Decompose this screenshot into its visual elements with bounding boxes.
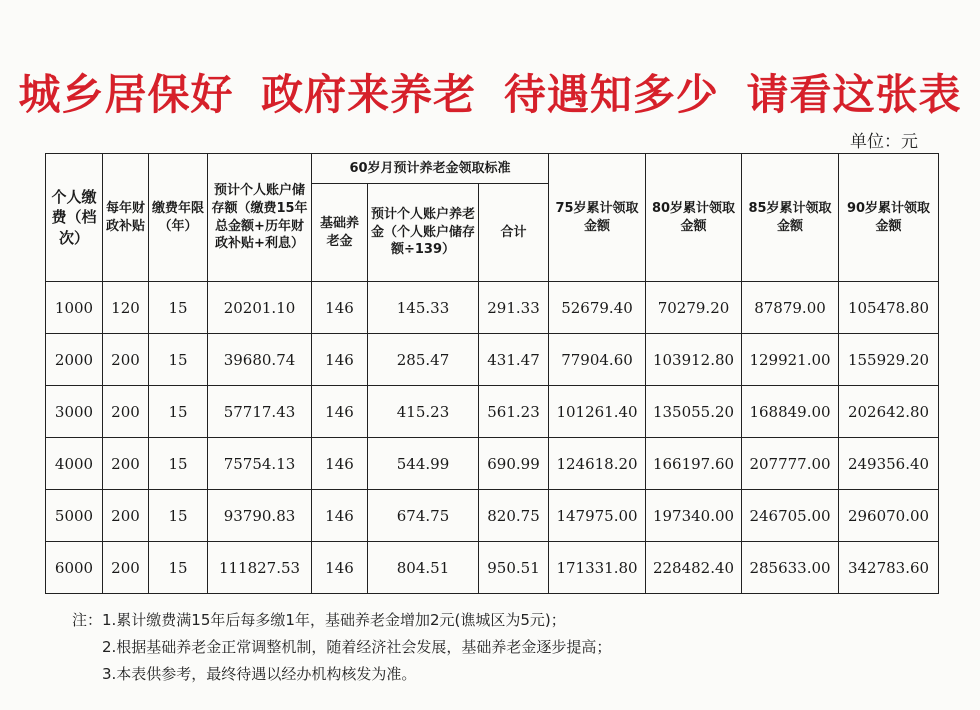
cell-age75: 124618.20 [549,438,646,490]
cell-contribution: 1000 [46,282,103,334]
cell-account-total: 20201.10 [208,282,312,334]
note-item: 1.累计缴费满15年后每多缴1年，基础养老金增加2元(谯城区为5元)； [102,611,566,629]
cell-account-total: 57717.43 [208,386,312,438]
notes-section [72,607,611,688]
cell-age85: 207777.00 [742,438,839,490]
cell-contribution: 2000 [46,334,103,386]
cell-contribution: 5000 [46,490,103,542]
table-row [46,386,939,438]
cell-contribution: 3000 [46,386,103,438]
pension-table [45,153,939,594]
cell-years: 15 [149,438,208,490]
cell-subsidy: 200 [103,438,149,490]
cell-age80: 166197.60 [646,438,742,490]
cell-account-total: 39680.74 [208,334,312,386]
cell-personal: 674.75 [368,490,479,542]
cell-subsidy: 200 [103,490,149,542]
cell-personal: 544.99 [368,438,479,490]
cell-age85: 246705.00 [742,490,839,542]
note-item: 3.本表供参考，最终待遇以经办机构核发为准。 [102,665,417,683]
cell-sum: 561.23 [479,386,549,438]
cell-age90: 155929.20 [839,334,939,386]
cell-age75: 171331.80 [549,542,646,594]
cell-years: 15 [149,334,208,386]
header-age75: 75岁累计领取金额 [549,154,646,282]
cell-sum: 431.47 [479,334,549,386]
cell-age90: 342783.60 [839,542,939,594]
cell-age75: 52679.40 [549,282,646,334]
cell-contribution: 6000 [46,542,103,594]
page-title [0,62,980,122]
cell-basic: 146 [312,334,368,386]
cell-subsidy: 120 [103,282,149,334]
cell-basic: 146 [312,490,368,542]
cell-age80: 228482.40 [646,542,742,594]
title-part-1: 城乡居保好 [18,70,234,119]
cell-basic: 146 [312,386,368,438]
table-row [46,438,939,490]
title-part-4: 请看这张表 [746,70,962,119]
cell-subsidy: 200 [103,334,149,386]
header-sum: 合计 [479,184,549,282]
table-row [46,542,939,594]
header-years: 缴费年限（年） [149,154,208,282]
cell-account-total: 93790.83 [208,490,312,542]
cell-personal: 145.33 [368,282,479,334]
header-age80: 80岁累计领取金额 [646,154,742,282]
cell-years: 15 [149,282,208,334]
title-part-3: 待遇知多少 [503,70,719,119]
cell-age90: 296070.00 [839,490,939,542]
cell-age85: 168849.00 [742,386,839,438]
cell-sum: 291.33 [479,282,549,334]
header-account-total: 预计个人账户储存额（缴费15年总金额+历年财政补贴+利息） [208,154,312,282]
header-basic: 基础养老金 [312,184,368,282]
table-row [46,490,939,542]
cell-sum: 820.75 [479,490,549,542]
header-age90: 90岁累计领取金额 [839,154,939,282]
cell-contribution: 4000 [46,438,103,490]
cell-years: 15 [149,490,208,542]
unit-label: 单位：元 [850,132,918,152]
cell-age85: 87879.00 [742,282,839,334]
cell-age80: 197340.00 [646,490,742,542]
cell-basic: 146 [312,282,368,334]
cell-age80: 70279.20 [646,282,742,334]
cell-age90: 105478.80 [839,282,939,334]
cell-personal: 804.51 [368,542,479,594]
cell-sum: 690.99 [479,438,549,490]
cell-age80: 103912.80 [646,334,742,386]
title-part-2: 政府来养老 [261,70,477,119]
header-age85: 85岁累计领取金额 [742,154,839,282]
table-row [46,334,939,386]
cell-age80: 135055.20 [646,386,742,438]
note-item: 2.根据基础养老金正常调整机制，随着经济社会发展，基础养老金逐步提高； [102,638,612,656]
cell-subsidy: 200 [103,386,149,438]
cell-personal: 285.47 [368,334,479,386]
cell-sum: 950.51 [479,542,549,594]
header-personal: 预计个人账户养老金（个人账户储存额÷139） [368,184,479,282]
cell-basic: 146 [312,438,368,490]
cell-account-total: 75754.13 [208,438,312,490]
cell-age85: 129921.00 [742,334,839,386]
cell-basic: 146 [312,542,368,594]
cell-age75: 77904.60 [549,334,646,386]
cell-years: 15 [149,386,208,438]
cell-age90: 202642.80 [839,386,939,438]
cell-age75: 101261.40 [549,386,646,438]
cell-age75: 147975.00 [549,490,646,542]
cell-age90: 249356.40 [839,438,939,490]
cell-subsidy: 200 [103,542,149,594]
cell-account-total: 111827.53 [208,542,312,594]
header-contribution: 个人缴费（档次） [46,154,103,282]
cell-personal: 415.23 [368,386,479,438]
table-row [46,282,939,334]
header-monthly-group: 60岁月预计养老金领取标准 [312,154,549,184]
cell-years: 15 [149,542,208,594]
header-subsidy: 每年财政补贴 [103,154,149,282]
cell-age85: 285633.00 [742,542,839,594]
notes-label: 注： [72,611,103,629]
